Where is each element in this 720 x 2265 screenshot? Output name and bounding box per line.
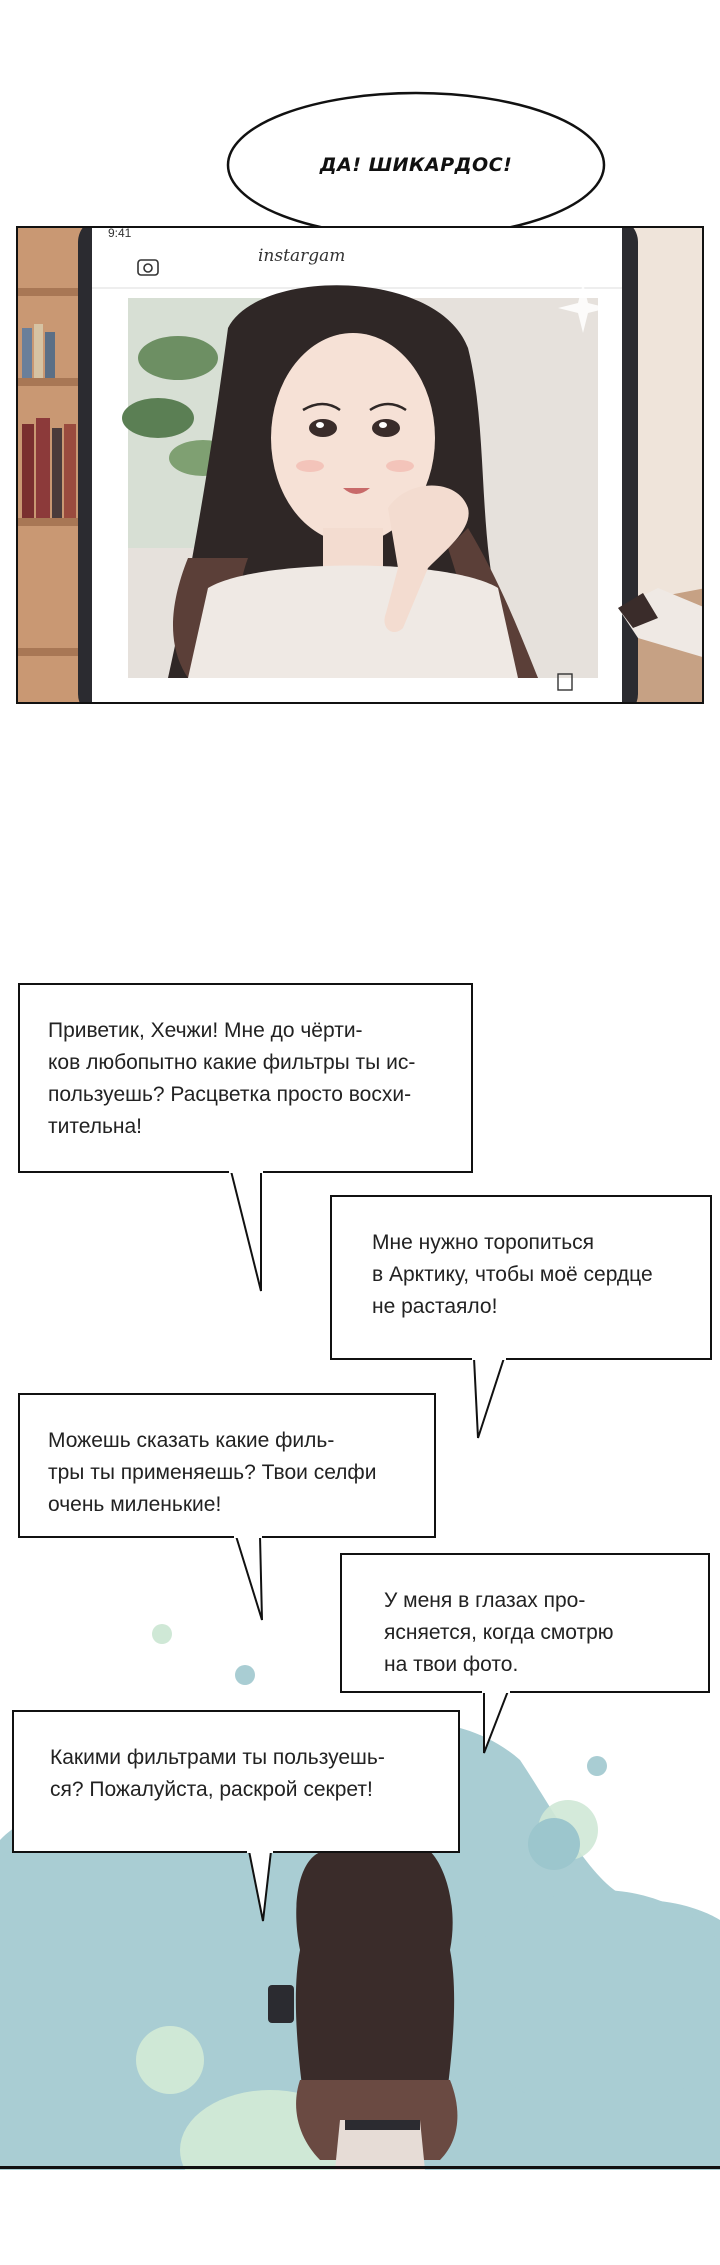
panel-border-line xyxy=(0,2166,720,2169)
comment-box-1: Приветик, Хечжи! Мне до чёрти- ков любопытно какие фильтры ты ис- пользуешь? Расцветка просто восхи- тительна! xyxy=(18,983,473,1173)
phone-app-name: instargam xyxy=(258,246,346,266)
comment-box-2: Мне нужно торопиться в Арктику, чтобы моё сердце не растаяло! xyxy=(330,1195,712,1360)
comment-tail-3 xyxy=(232,1536,272,1622)
comment-tail-5 xyxy=(245,1851,285,1923)
comment-tail-1 xyxy=(225,1171,275,1293)
comment-tail-4 xyxy=(480,1691,520,1755)
panel-illustration xyxy=(18,228,704,704)
speech-bubble-text: ДА! ШИКАРДОС! xyxy=(319,154,513,176)
comment-box-4: У меня в глазах про- ясняется, когда смотрю на твои фото. xyxy=(340,1553,710,1693)
comment-tail-2 xyxy=(470,1358,520,1440)
comment-box-3: Можешь сказать какие филь- тры ты применяешь? Твои селфи очень миленькие! xyxy=(18,1393,436,1538)
comic-panel-phone xyxy=(16,226,704,704)
comment-box-5: Какими фильтрами ты пользуешь- ся? Пожалуйста, раскрой секрет! xyxy=(12,1710,460,1853)
phone-clock: 9:41 xyxy=(108,226,132,240)
